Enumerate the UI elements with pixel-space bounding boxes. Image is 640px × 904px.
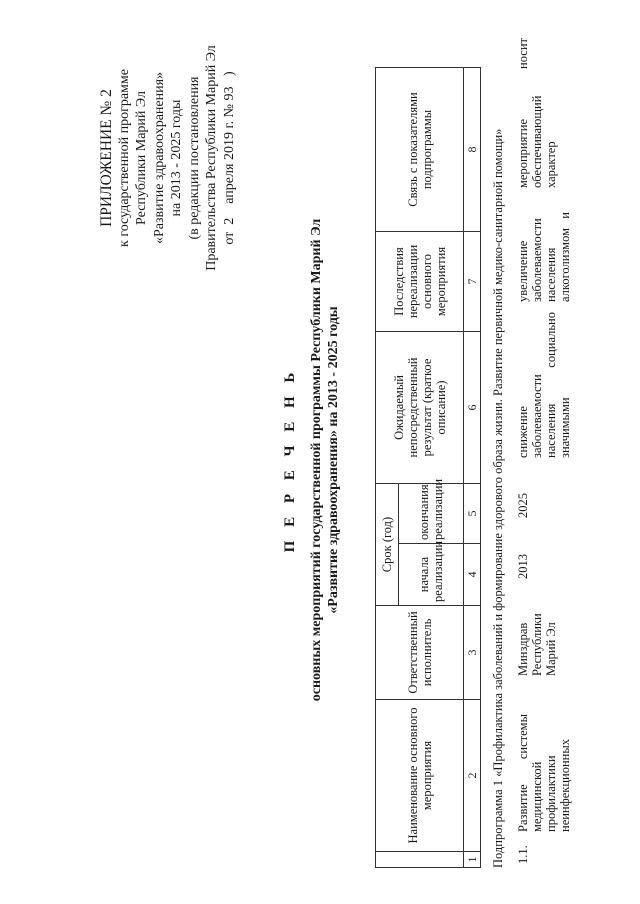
row-executor-line: Минздрав bbox=[516, 622, 530, 676]
title-subtitle: основных мероприятий государственной программы Республики Марий Эл bbox=[309, 218, 324, 702]
subprogram-heading: Подпрограмма 1 «Профилактика заболеваний и формирование здорового образа жизни. Развитие первичной медико-санитарной помощи» bbox=[491, 128, 505, 868]
row-result-line: снижение bbox=[516, 406, 530, 458]
appendix-line: Правительства Республики Марий Эл bbox=[204, 45, 219, 271]
column-number-row bbox=[464, 68, 481, 868]
row-name bbox=[516, 714, 572, 832]
table-row-1-1 bbox=[516, 8, 616, 868]
row-result-line: заболеваемости bbox=[530, 374, 544, 458]
title-subtitle-2: «Развитие здравоохранения» на 2013 - 2025 годы bbox=[326, 306, 341, 614]
date-number: 93 bbox=[221, 86, 237, 101]
column-number: 4 bbox=[464, 544, 481, 606]
appendix-date-line bbox=[221, 8, 239, 308]
appendix-line: (в редакции постановления bbox=[186, 76, 202, 240]
row-number: 1.1. bbox=[516, 845, 530, 864]
column-number: 5 bbox=[464, 484, 481, 544]
row-name-line: Развитие системы bbox=[516, 714, 530, 832]
row-result-line: населения социально bbox=[544, 312, 558, 458]
row-name-line: медицинской bbox=[530, 761, 544, 832]
row-link bbox=[516, 38, 558, 188]
title-main: П Е Р Е Ч Е Н Ь bbox=[282, 367, 298, 553]
row-result bbox=[516, 312, 572, 458]
row-consequences-line: увеличение bbox=[516, 240, 530, 302]
date-prefix: от bbox=[221, 231, 237, 245]
column-number: 2 bbox=[464, 700, 481, 852]
date-rest: апреля 2019 г. № bbox=[221, 104, 237, 204]
header-result: Ожидаемый непосредственный результат (краткое описание) bbox=[376, 332, 464, 484]
row-executor bbox=[516, 586, 558, 676]
header-term: Срок (год) bbox=[376, 484, 399, 606]
row-link-line: мероприятие носит bbox=[516, 38, 530, 188]
column-number: 1 bbox=[464, 852, 481, 868]
header-consequences: Последствия нереализации основного мероприятия bbox=[376, 232, 464, 332]
row-link-line: обеспечивающий bbox=[530, 95, 544, 188]
row-result-line: значимыми bbox=[558, 397, 572, 458]
appendix-heading: ПРИЛОЖЕНИЕ № 2 bbox=[98, 89, 115, 227]
header-index bbox=[376, 852, 464, 868]
row-consequences-line: населения bbox=[544, 247, 558, 302]
column-number: 7 bbox=[464, 232, 481, 332]
row-consequences-line: заболеваемости bbox=[530, 218, 544, 302]
appendix-line: к государственной программе bbox=[116, 69, 132, 247]
row-name-line: неинфекционных bbox=[558, 739, 572, 832]
table-header-row bbox=[376, 68, 399, 868]
appendix-header bbox=[98, 8, 238, 308]
row-executor-line: Марий Эл bbox=[544, 622, 558, 676]
row-consequences bbox=[516, 212, 572, 302]
column-number: 3 bbox=[464, 606, 481, 700]
column-number: 8 bbox=[464, 68, 481, 232]
row-link-line: характер bbox=[544, 141, 558, 188]
header-start: начала реализации bbox=[399, 544, 464, 606]
appendix-line: Республики Марий Эл bbox=[134, 91, 149, 225]
header-end: окончания реализации bbox=[399, 484, 464, 544]
row-executor-line: Республики bbox=[530, 613, 544, 676]
row-name-line: профилактики bbox=[544, 755, 558, 832]
header-link: Связь с показателями подпрограммы bbox=[376, 68, 464, 232]
date-day: 2 bbox=[221, 217, 237, 225]
row-consequences-line: алкоголизмом и bbox=[558, 212, 572, 302]
activities-table bbox=[375, 67, 481, 868]
row-start-year: 2013 bbox=[516, 554, 530, 579]
row-end-year: 2025 bbox=[516, 493, 530, 518]
appendix-line: на 2013 - 2025 годы bbox=[169, 99, 184, 217]
date-close: ) bbox=[221, 71, 237, 77]
column-number: 6 bbox=[464, 332, 481, 484]
appendix-line: «Развитие здравоохранения» bbox=[151, 71, 167, 245]
header-executor: Ответственный исполнитель bbox=[376, 606, 464, 700]
document-title bbox=[282, 120, 342, 800]
header-name: Наименование основного мероприятия bbox=[376, 700, 464, 852]
